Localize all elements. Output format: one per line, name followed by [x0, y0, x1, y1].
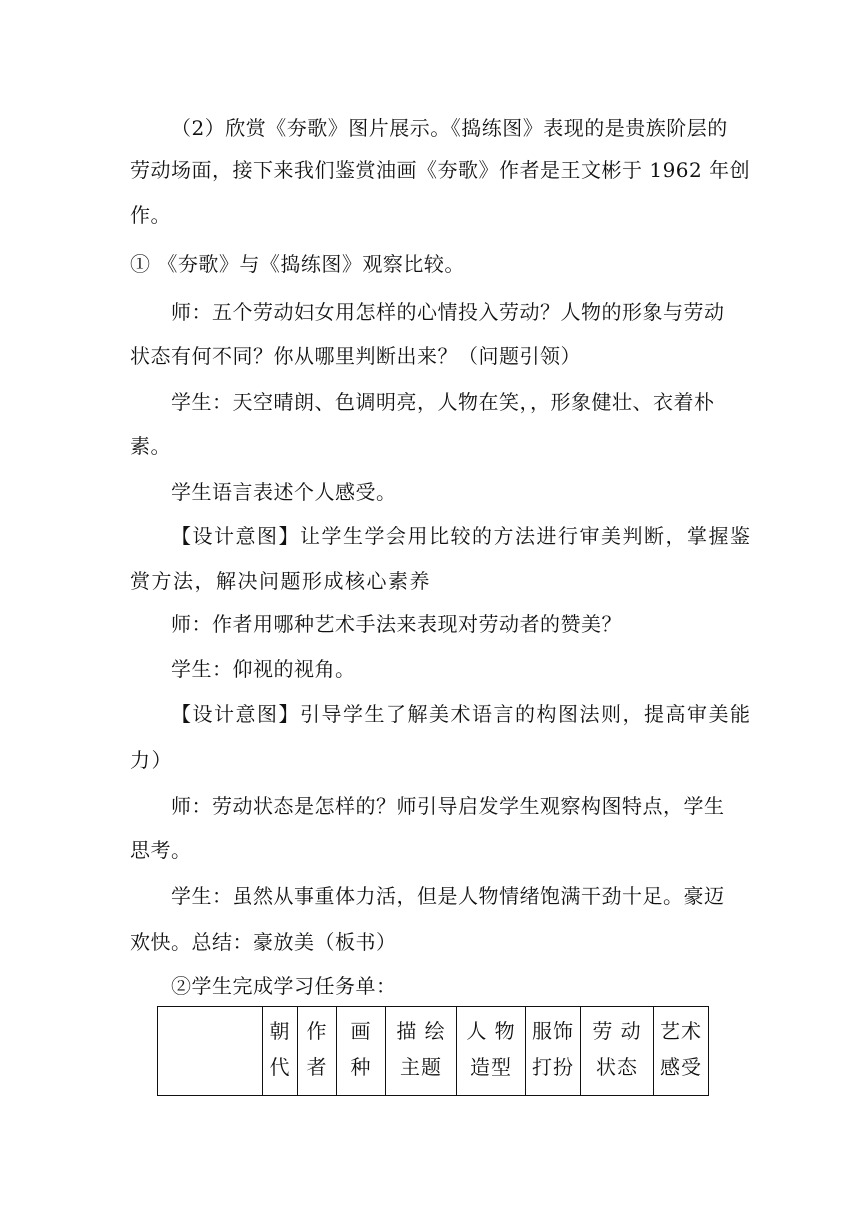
- learning-task-table: [157, 1006, 709, 1096]
- cell-line: 艺术: [660, 1019, 702, 1043]
- paragraph-line: 师：劳动状态是怎样的？师引导启发学生观察构图特点，学生: [171, 794, 725, 818]
- table-cell: [337, 1007, 386, 1096]
- cell-line: 服饰: [532, 1019, 574, 1043]
- paragraph-line: 学生：仰视的视角。: [171, 657, 356, 681]
- table-cell: [158, 1007, 263, 1096]
- paragraph-line: （2）欣赏《夯歌》图片展示。《捣练图》表现的是贵族阶层的: [171, 116, 728, 140]
- paragraph-line: 欢快。总结：豪放美（板书）: [130, 930, 397, 954]
- cell-line: 造型: [470, 1055, 512, 1079]
- table-cell: [298, 1007, 337, 1096]
- design-intent-line: 赏方法，解决问题形成核心素养: [130, 569, 431, 593]
- cell-line: 主题: [400, 1055, 442, 1079]
- cell-line: 者: [306, 1055, 328, 1079]
- paragraph-line: 学生：虽然从事重体力活，但是人物情绪饱满干劲十足。豪迈: [171, 884, 725, 908]
- table-cell: [526, 1007, 581, 1096]
- paragraph-line: 学生语言表述个人感受。: [171, 480, 397, 504]
- cell-line: 种: [350, 1055, 372, 1079]
- cell-line: 人 物: [466, 1019, 516, 1043]
- design-intent-line: 力）: [130, 748, 173, 772]
- table-row: [158, 1007, 709, 1096]
- cell-line: 描 绘: [396, 1019, 446, 1043]
- design-intent-line: 【设计意图】引导学生了解美术语言的构图法则，提高审美能: [171, 702, 752, 726]
- table-cell: [263, 1007, 298, 1096]
- table-cell: [457, 1007, 526, 1096]
- cell-line: 画: [350, 1019, 372, 1043]
- cell-line: 劳 动: [592, 1019, 642, 1043]
- table-cell: [654, 1007, 709, 1096]
- paragraph-line: 劳动场面，接下来我们鉴赏油画《夯歌》作者是王文彬于 1962 年创: [130, 158, 751, 182]
- cell-line: 状态: [596, 1055, 638, 1079]
- paragraph-line: 状态有何不同？你从哪里判断出来？（问题引领）: [130, 344, 581, 368]
- paragraph-line: ① 《夯歌》与《捣练图》观察比较。: [130, 252, 465, 276]
- paragraph-line: 师：五个劳动妇女用怎样的心情投入劳动？人物的形象与劳动: [171, 300, 725, 324]
- cell-line: 感受: [660, 1055, 702, 1079]
- paragraph-line: 素。: [130, 434, 171, 458]
- cell-line: 朝: [269, 1019, 291, 1043]
- table-cell: [386, 1007, 457, 1096]
- cell-line: 作: [306, 1019, 328, 1043]
- paragraph-line: 思考。: [130, 838, 192, 862]
- paragraph-line: 作。: [130, 203, 171, 227]
- paragraph-line: 学生：天空晴朗、色调明亮，人物在笑，，形象健壮、衣着朴: [171, 390, 715, 414]
- paragraph-line: 师：作者用哪种艺术手法来表现对劳动者的赞美？: [171, 612, 622, 636]
- cell-line: 代: [269, 1055, 291, 1079]
- paragraph-line: ②学生完成学习任务单：: [171, 974, 397, 998]
- cell-line: 打扮: [532, 1055, 574, 1079]
- design-intent-line: 【设计意图】让学生学会用比较的方法进行审美判断，掌握鉴: [171, 524, 752, 548]
- table-cell: [581, 1007, 654, 1096]
